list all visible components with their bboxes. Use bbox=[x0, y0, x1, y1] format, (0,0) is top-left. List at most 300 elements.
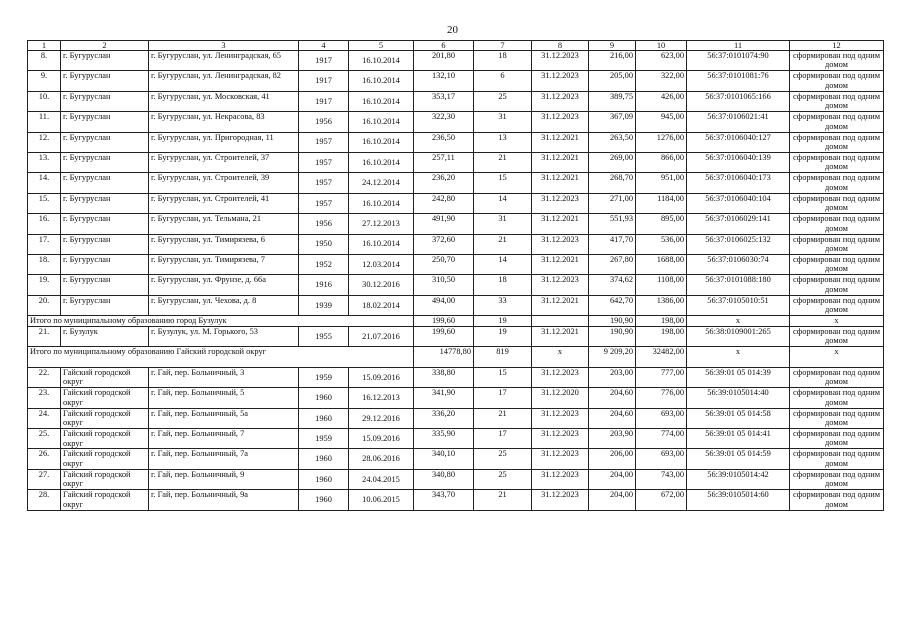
cadastral-number-cell: 56:39:01 05 014:39 bbox=[687, 367, 790, 387]
row-number: 27. bbox=[28, 469, 61, 489]
housing-registry-table bbox=[27, 40, 884, 511]
cost-cell: 322,00 bbox=[636, 71, 687, 91]
land-status-cell: сформирован под одним домом bbox=[790, 112, 884, 132]
land-status-cell: сформирован под одним домом bbox=[790, 449, 884, 469]
area-total-cell: 269,00 bbox=[589, 152, 636, 172]
total-label: Итого по муниципальному образованию Гайский городской округ bbox=[28, 347, 414, 367]
recognition-date-cell: 16.10.2014 bbox=[349, 51, 414, 71]
table-row bbox=[28, 429, 884, 449]
residents-cell: 21 bbox=[474, 490, 532, 510]
address-cell: г. Гай, пер. Больничный, 9 bbox=[149, 469, 299, 489]
row-number: 28. bbox=[28, 490, 61, 510]
build-year-cell: 1917 bbox=[299, 71, 349, 91]
build-year-cell: 1952 bbox=[299, 254, 349, 274]
build-year-cell: 1939 bbox=[299, 295, 349, 315]
build-year-cell: 1956 bbox=[299, 112, 349, 132]
cost-cell: 672,00 bbox=[636, 490, 687, 510]
recognition-date-cell: 16.10.2014 bbox=[349, 132, 414, 152]
address-cell: г. Гай, пер. Больничный, 5а bbox=[149, 408, 299, 428]
row-number: 10. bbox=[28, 91, 61, 111]
residents-cell: 17 bbox=[474, 388, 532, 408]
address-cell: г. Бугуруслан, ул. Ленинградская, 82 bbox=[149, 71, 299, 91]
address-cell: г. Бугуруслан, ул. Некрасова, 83 bbox=[149, 112, 299, 132]
deadline-cell: 31.12.2023 bbox=[532, 275, 589, 295]
area-cell: 242,80 bbox=[414, 193, 474, 213]
cadastral-number-cell: 56:37:0106040:104 bbox=[687, 193, 790, 213]
build-year-cell: 1959 bbox=[299, 429, 349, 449]
area-cell: 257,11 bbox=[414, 152, 474, 172]
address-cell: г. Гай, пер. Больничный, 3 bbox=[149, 367, 299, 387]
total-cadastral-cell: х bbox=[687, 316, 790, 327]
cost-cell: 693,00 bbox=[636, 449, 687, 469]
deadline-cell: 31.12.2023 bbox=[532, 367, 589, 387]
residents-cell: 14 bbox=[474, 254, 532, 274]
row-number: 15. bbox=[28, 193, 61, 213]
table-row bbox=[28, 132, 884, 152]
area-total-cell: 204,00 bbox=[589, 490, 636, 510]
row-number: 19. bbox=[28, 275, 61, 295]
residents-cell: 21 bbox=[474, 152, 532, 172]
build-year-cell: 1960 bbox=[299, 449, 349, 469]
land-status-cell: сформирован под одним домом bbox=[790, 152, 884, 172]
total-residents-cell: 819 bbox=[474, 347, 532, 367]
total-status-cell: х bbox=[790, 316, 884, 327]
column-number: 3 bbox=[149, 41, 299, 51]
column-number: 12 bbox=[790, 41, 884, 51]
column-number: 11 bbox=[687, 41, 790, 51]
cadastral-number-cell: 56:37:0101081:76 bbox=[687, 71, 790, 91]
land-status-cell: сформирован под одним домом bbox=[790, 490, 884, 510]
area-total-cell: 642,70 bbox=[589, 295, 636, 315]
cost-cell: 895,00 bbox=[636, 214, 687, 234]
area-total-cell: 367,09 bbox=[589, 112, 636, 132]
recognition-date-cell: 18.02.2014 bbox=[349, 295, 414, 315]
municipality-total-row bbox=[28, 347, 884, 367]
municipality-cell: Гайский городской округ bbox=[61, 490, 149, 510]
area-cell: 199,60 bbox=[414, 327, 474, 347]
total-area-total-cell: 9 209,20 bbox=[589, 347, 636, 367]
address-cell: г. Бугуруслан, ул. Строителей, 39 bbox=[149, 173, 299, 193]
deadline-cell: 31.12.2023 bbox=[532, 71, 589, 91]
cadastral-number-cell: 56:39:01 05 014:58 bbox=[687, 408, 790, 428]
cadastral-number-cell: 56:37:0101065:166 bbox=[687, 91, 790, 111]
address-cell: г. Бугуруслан, ул. Тимирязева, 7 bbox=[149, 254, 299, 274]
area-total-cell: 263,50 bbox=[589, 132, 636, 152]
cost-cell: 743,00 bbox=[636, 469, 687, 489]
column-number: 6 bbox=[414, 41, 474, 51]
deadline-cell: 31.12.2023 bbox=[532, 429, 589, 449]
area-cell: 338,80 bbox=[414, 367, 474, 387]
deadline-cell: 31.12.2021 bbox=[532, 132, 589, 152]
cost-cell: 1386,00 bbox=[636, 295, 687, 315]
area-cell: 201,80 bbox=[414, 51, 474, 71]
area-cell: 322,30 bbox=[414, 112, 474, 132]
recognition-date-cell: 27.12.2013 bbox=[349, 214, 414, 234]
cost-cell: 1276,00 bbox=[636, 132, 687, 152]
land-status-cell: сформирован под одним домом bbox=[790, 429, 884, 449]
row-number: 22. bbox=[28, 367, 61, 387]
municipality-cell: Гайский городской округ bbox=[61, 469, 149, 489]
recognition-date-cell: 21.07.2016 bbox=[349, 327, 414, 347]
total-residents-cell: 19 bbox=[474, 316, 532, 327]
cadastral-number-cell: 56:37:0101088:180 bbox=[687, 275, 790, 295]
deadline-cell: 31.12.2021 bbox=[532, 173, 589, 193]
area-cell: 491,90 bbox=[414, 214, 474, 234]
cost-cell: 866,00 bbox=[636, 152, 687, 172]
residents-cell: 15 bbox=[474, 367, 532, 387]
municipality-cell: г. Бугуруслан bbox=[61, 193, 149, 213]
residents-cell: 21 bbox=[474, 408, 532, 428]
recognition-date-cell: 16.12.2013 bbox=[349, 388, 414, 408]
table-row bbox=[28, 490, 884, 510]
area-total-cell: 216,00 bbox=[589, 51, 636, 71]
residents-cell: 15 bbox=[474, 173, 532, 193]
recognition-date-cell: 30.12.2016 bbox=[349, 275, 414, 295]
table-row bbox=[28, 327, 884, 347]
land-status-cell: сформирован под одним домом bbox=[790, 295, 884, 315]
table-row bbox=[28, 71, 884, 91]
cost-cell: 777,00 bbox=[636, 367, 687, 387]
build-year-cell: 1955 bbox=[299, 327, 349, 347]
municipality-total-row bbox=[28, 316, 884, 327]
residents-cell: 6 bbox=[474, 71, 532, 91]
municipality-cell: Гайский городской округ bbox=[61, 429, 149, 449]
table-row bbox=[28, 173, 884, 193]
table-row bbox=[28, 112, 884, 132]
recognition-date-cell: 24.04.2015 bbox=[349, 469, 414, 489]
table-row bbox=[28, 234, 884, 254]
address-cell: г. Бугуруслан, ул. Чехова, д. 8 bbox=[149, 295, 299, 315]
total-cadastral-cell: х bbox=[687, 347, 790, 367]
deadline-cell: 31.12.2021 bbox=[532, 295, 589, 315]
total-area-cell: 14778,80 bbox=[414, 347, 474, 367]
row-number: 23. bbox=[28, 388, 61, 408]
cadastral-number-cell: 56:37:0101074:90 bbox=[687, 51, 790, 71]
address-cell: г. Бугуруслан, ул. Строителей, 41 bbox=[149, 193, 299, 213]
cadastral-number-cell: 56:37:0106030:74 bbox=[687, 254, 790, 274]
deadline-cell: 31.12.2023 bbox=[532, 490, 589, 510]
cadastral-number-cell: 56:39:0105014:60 bbox=[687, 490, 790, 510]
total-label: Итого по муниципальному образованию город Бузулук bbox=[28, 316, 414, 327]
table-row bbox=[28, 275, 884, 295]
address-cell: г. Бугуруслан, ул. Тельмана, 21 bbox=[149, 214, 299, 234]
cost-cell: 198,00 bbox=[636, 327, 687, 347]
row-number: 13. bbox=[28, 152, 61, 172]
area-total-cell: 203,90 bbox=[589, 429, 636, 449]
area-total-cell: 267,80 bbox=[589, 254, 636, 274]
total-area-cell: 199,60 bbox=[414, 316, 474, 327]
area-total-cell: 190,90 bbox=[589, 327, 636, 347]
address-cell: г. Бугуруслан, ул. Ленинградская, 65 bbox=[149, 51, 299, 71]
total-deadline-cell bbox=[532, 316, 589, 327]
build-year-cell: 1959 bbox=[299, 367, 349, 387]
area-cell: 335,90 bbox=[414, 429, 474, 449]
cadastral-number-cell: 56:38:0109001:265 bbox=[687, 327, 790, 347]
table-row bbox=[28, 152, 884, 172]
area-cell: 236,20 bbox=[414, 173, 474, 193]
column-number: 7 bbox=[474, 41, 532, 51]
deadline-cell: 31.12.2020 bbox=[532, 388, 589, 408]
deadline-cell: 31.12.2023 bbox=[532, 112, 589, 132]
municipality-cell: г. Бугуруслан bbox=[61, 214, 149, 234]
land-status-cell: сформирован под одним домом bbox=[790, 214, 884, 234]
table-row bbox=[28, 367, 884, 387]
total-cost-cell: 32482,00 bbox=[636, 347, 687, 367]
row-number: 17. bbox=[28, 234, 61, 254]
cadastral-number-cell: 56:37:0106040:127 bbox=[687, 132, 790, 152]
cost-cell: 693,00 bbox=[636, 408, 687, 428]
deadline-cell: 31.12.2023 bbox=[532, 469, 589, 489]
area-cell: 341,90 bbox=[414, 388, 474, 408]
land-status-cell: сформирован под одним домом bbox=[790, 132, 884, 152]
cost-cell: 1184,00 bbox=[636, 193, 687, 213]
land-status-cell: сформирован под одним домом bbox=[790, 173, 884, 193]
municipality-cell: г. Бугуруслан bbox=[61, 132, 149, 152]
deadline-cell: 31.12.2023 bbox=[532, 449, 589, 469]
build-year-cell: 1950 bbox=[299, 234, 349, 254]
row-number: 26. bbox=[28, 449, 61, 469]
cadastral-number-cell: 56:39:01 05 014:41 bbox=[687, 429, 790, 449]
municipality-cell: г. Бугуруслан bbox=[61, 91, 149, 111]
address-cell: г. Бугуруслан, ул. Московская, 41 bbox=[149, 91, 299, 111]
column-number: 4 bbox=[299, 41, 349, 51]
municipality-cell: г. Бугуруслан bbox=[61, 112, 149, 132]
row-number: 16. bbox=[28, 214, 61, 234]
cadastral-number-cell: 56:39:01 05 014:59 bbox=[687, 449, 790, 469]
build-year-cell: 1960 bbox=[299, 490, 349, 510]
build-year-cell: 1916 bbox=[299, 275, 349, 295]
recognition-date-cell: 16.10.2014 bbox=[349, 234, 414, 254]
address-cell: г. Бузулук, ул. М. Горького, 53 bbox=[149, 327, 299, 347]
table-row bbox=[28, 214, 884, 234]
area-total-cell: 551,93 bbox=[589, 214, 636, 234]
area-total-cell: 268,70 bbox=[589, 173, 636, 193]
cost-cell: 536,00 bbox=[636, 234, 687, 254]
residents-cell: 13 bbox=[474, 132, 532, 152]
row-number: 14. bbox=[28, 173, 61, 193]
municipality-cell: г. Бугуруслан bbox=[61, 173, 149, 193]
land-status-cell: сформирован под одним домом bbox=[790, 71, 884, 91]
row-number: 12. bbox=[28, 132, 61, 152]
column-number: 1 bbox=[28, 41, 61, 51]
area-total-cell: 374,62 bbox=[589, 275, 636, 295]
column-number: 9 bbox=[589, 41, 636, 51]
address-cell: г. Гай, пер. Больничный, 7а bbox=[149, 449, 299, 469]
row-number: 8. bbox=[28, 51, 61, 71]
cost-cell: 426,00 bbox=[636, 91, 687, 111]
land-status-cell: сформирован под одним домом bbox=[790, 408, 884, 428]
cost-cell: 951,00 bbox=[636, 173, 687, 193]
address-cell: г. Бугуруслан, ул. Фрунзе, д. 66а bbox=[149, 275, 299, 295]
area-cell: 336,20 bbox=[414, 408, 474, 428]
recognition-date-cell: 16.10.2014 bbox=[349, 112, 414, 132]
address-cell: г. Гай, пер. Больничный, 5 bbox=[149, 388, 299, 408]
build-year-cell: 1957 bbox=[299, 132, 349, 152]
cadastral-number-cell: 56:37:0106040:139 bbox=[687, 152, 790, 172]
area-cell: 353,17 bbox=[414, 91, 474, 111]
cost-cell: 623,00 bbox=[636, 51, 687, 71]
land-status-cell: сформирован под одним домом bbox=[790, 275, 884, 295]
municipality-cell: Гайский городской округ bbox=[61, 408, 149, 428]
column-number: 2 bbox=[61, 41, 149, 51]
cadastral-number-cell: 56:39:0105014:40 bbox=[687, 388, 790, 408]
recognition-date-cell: 24.12.2014 bbox=[349, 173, 414, 193]
build-year-cell: 1960 bbox=[299, 388, 349, 408]
row-number: 9. bbox=[28, 71, 61, 91]
area-total-cell: 203,00 bbox=[589, 367, 636, 387]
deadline-cell: 31.12.2023 bbox=[532, 408, 589, 428]
recognition-date-cell: 16.10.2014 bbox=[349, 193, 414, 213]
area-cell: 310,50 bbox=[414, 275, 474, 295]
residents-cell: 31 bbox=[474, 214, 532, 234]
area-cell: 250,70 bbox=[414, 254, 474, 274]
deadline-cell: 31.12.2021 bbox=[532, 327, 589, 347]
table-row bbox=[28, 193, 884, 213]
address-cell: г. Бугуруслан, ул. Пригородная, 11 bbox=[149, 132, 299, 152]
area-total-cell: 271,00 bbox=[589, 193, 636, 213]
cost-cell: 776,00 bbox=[636, 388, 687, 408]
recognition-date-cell: 10.06.2015 bbox=[349, 490, 414, 510]
municipality-cell: Гайский городской округ bbox=[61, 449, 149, 469]
land-status-cell: сформирован под одним домом bbox=[790, 327, 884, 347]
row-number: 11. bbox=[28, 112, 61, 132]
area-cell: 236,50 bbox=[414, 132, 474, 152]
page-number: 20 bbox=[447, 24, 458, 36]
row-number: 21. bbox=[28, 327, 61, 347]
municipality-cell: Гайский городской округ bbox=[61, 367, 149, 387]
land-status-cell: сформирован под одним домом bbox=[790, 51, 884, 71]
area-cell: 340,80 bbox=[414, 469, 474, 489]
area-total-cell: 205,00 bbox=[589, 71, 636, 91]
residents-cell: 25 bbox=[474, 91, 532, 111]
build-year-cell: 1917 bbox=[299, 51, 349, 71]
residents-cell: 25 bbox=[474, 449, 532, 469]
residents-cell: 25 bbox=[474, 469, 532, 489]
cost-cell: 945,00 bbox=[636, 112, 687, 132]
total-status-cell: х bbox=[790, 347, 884, 367]
cadastral-number-cell: 56:37:0106025:132 bbox=[687, 234, 790, 254]
cadastral-number-cell: 56:37:0106029:141 bbox=[687, 214, 790, 234]
land-status-cell: сформирован под одним домом bbox=[790, 193, 884, 213]
build-year-cell: 1960 bbox=[299, 408, 349, 428]
residents-cell: 19 bbox=[474, 327, 532, 347]
municipality-cell: г. Бугуруслан bbox=[61, 275, 149, 295]
deadline-cell: 31.12.2023 bbox=[532, 193, 589, 213]
area-cell: 132,10 bbox=[414, 71, 474, 91]
cost-cell: 774,00 bbox=[636, 429, 687, 449]
land-status-cell: сформирован под одним домом bbox=[790, 469, 884, 489]
deadline-cell: 31.12.2023 bbox=[532, 91, 589, 111]
recognition-date-cell: 15.09.2016 bbox=[349, 429, 414, 449]
address-cell: г. Гай, пер. Больничный, 9а bbox=[149, 490, 299, 510]
area-cell: 494,00 bbox=[414, 295, 474, 315]
address-cell: г. Бугуруслан, ул. Тимирязева, 6 bbox=[149, 234, 299, 254]
table-row bbox=[28, 388, 884, 408]
recognition-date-cell: 16.10.2014 bbox=[349, 91, 414, 111]
municipality-cell: г. Бугуруслан bbox=[61, 295, 149, 315]
table-row bbox=[28, 295, 884, 315]
total-deadline-cell: х bbox=[532, 347, 589, 367]
area-total-cell: 417,70 bbox=[589, 234, 636, 254]
cost-cell: 1108,00 bbox=[636, 275, 687, 295]
table-row bbox=[28, 254, 884, 274]
residents-cell: 33 bbox=[474, 295, 532, 315]
column-number: 8 bbox=[532, 41, 589, 51]
land-status-cell: сформирован под одним домом bbox=[790, 367, 884, 387]
table-row bbox=[28, 91, 884, 111]
address-cell: г. Гай, пер. Больничный, 7 bbox=[149, 429, 299, 449]
deadline-cell: 31.12.2021 bbox=[532, 214, 589, 234]
recognition-date-cell: 29.12.2016 bbox=[349, 408, 414, 428]
recognition-date-cell: 16.10.2014 bbox=[349, 71, 414, 91]
address-cell: г. Бугуруслан, ул. Строителей, 37 bbox=[149, 152, 299, 172]
land-status-cell: сформирован под одним домом bbox=[790, 91, 884, 111]
build-year-cell: 1957 bbox=[299, 173, 349, 193]
area-cell: 343,70 bbox=[414, 490, 474, 510]
area-cell: 372,60 bbox=[414, 234, 474, 254]
land-status-cell: сформирован под одним домом bbox=[790, 388, 884, 408]
total-cost-cell: 198,00 bbox=[636, 316, 687, 327]
cadastral-number-cell: 56:37:0106021:41 bbox=[687, 112, 790, 132]
total-area-total-cell: 190,90 bbox=[589, 316, 636, 327]
deadline-cell: 31.12.2021 bbox=[532, 254, 589, 274]
build-year-cell: 1957 bbox=[299, 193, 349, 213]
column-number-header-row bbox=[28, 41, 884, 51]
municipality-cell: г. Бугуруслан bbox=[61, 234, 149, 254]
area-total-cell: 204,00 bbox=[589, 469, 636, 489]
residents-cell: 31 bbox=[474, 112, 532, 132]
municipality-cell: г. Бугуруслан bbox=[61, 71, 149, 91]
cadastral-number-cell: 56:37:0106040:173 bbox=[687, 173, 790, 193]
area-total-cell: 206,00 bbox=[589, 449, 636, 469]
municipality-cell: г. Бугуруслан bbox=[61, 152, 149, 172]
build-year-cell: 1956 bbox=[299, 214, 349, 234]
row-number: 18. bbox=[28, 254, 61, 274]
area-total-cell: 204,60 bbox=[589, 388, 636, 408]
table-row bbox=[28, 449, 884, 469]
table-row bbox=[28, 469, 884, 489]
residents-cell: 14 bbox=[474, 193, 532, 213]
municipality-cell: г. Бугуруслан bbox=[61, 51, 149, 71]
cadastral-number-cell: 56:37:0105010:51 bbox=[687, 295, 790, 315]
recognition-date-cell: 15.09.2016 bbox=[349, 367, 414, 387]
table-row bbox=[28, 408, 884, 428]
residents-cell: 21 bbox=[474, 234, 532, 254]
residents-cell: 18 bbox=[474, 275, 532, 295]
deadline-cell: 31.12.2021 bbox=[532, 152, 589, 172]
column-number: 10 bbox=[636, 41, 687, 51]
deadline-cell: 31.12.2023 bbox=[532, 234, 589, 254]
area-total-cell: 389,75 bbox=[589, 91, 636, 111]
land-status-cell: сформирован под одним домом bbox=[790, 254, 884, 274]
residents-cell: 18 bbox=[474, 51, 532, 71]
deadline-cell: 31.12.2023 bbox=[532, 51, 589, 71]
municipality-cell: г. Бузулук bbox=[61, 327, 149, 347]
row-number: 20. bbox=[28, 295, 61, 315]
row-number: 25. bbox=[28, 429, 61, 449]
column-number: 5 bbox=[349, 41, 414, 51]
recognition-date-cell: 16.10.2014 bbox=[349, 152, 414, 172]
build-year-cell: 1957 bbox=[299, 152, 349, 172]
row-number: 24. bbox=[28, 408, 61, 428]
municipality-cell: Гайский городской округ bbox=[61, 388, 149, 408]
table-row bbox=[28, 51, 884, 71]
recognition-date-cell: 12.03.2014 bbox=[349, 254, 414, 274]
residents-cell: 17 bbox=[474, 429, 532, 449]
area-total-cell: 204,60 bbox=[589, 408, 636, 428]
build-year-cell: 1917 bbox=[299, 91, 349, 111]
municipality-cell: г. Бугуруслан bbox=[61, 254, 149, 274]
